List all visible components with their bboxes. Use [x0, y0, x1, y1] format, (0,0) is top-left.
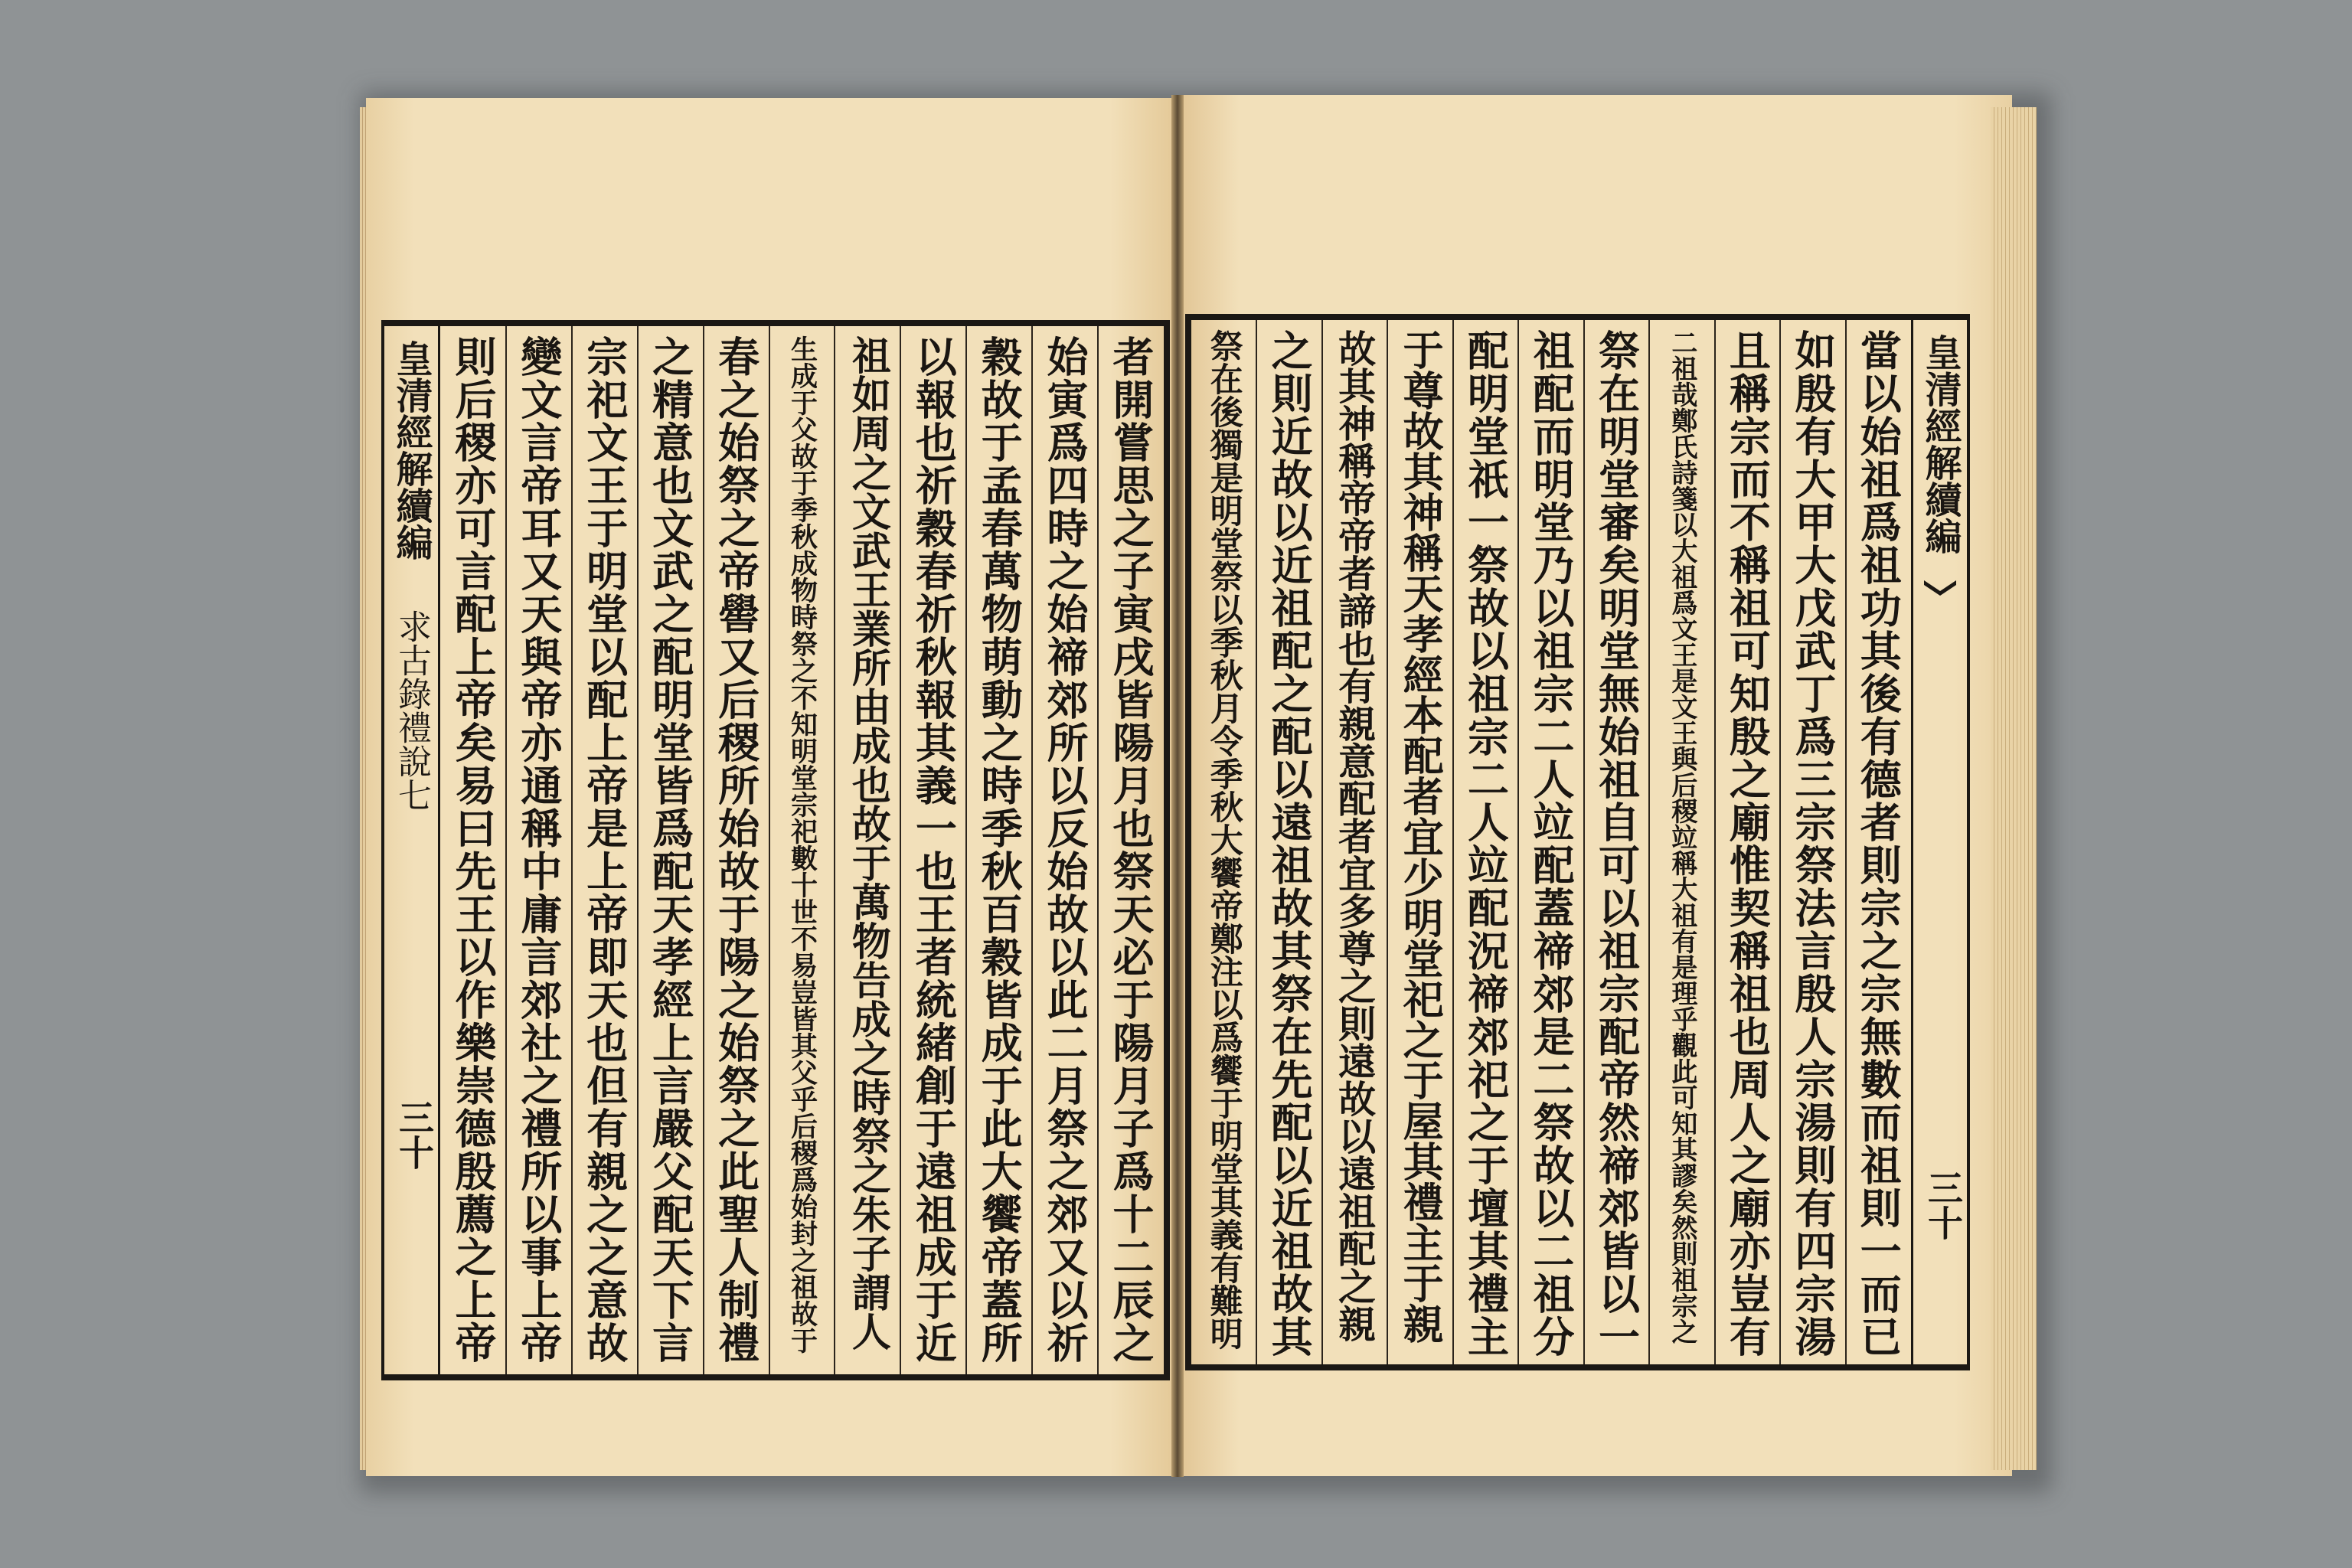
column-rule	[505, 326, 507, 1374]
right-page-text-column: 祭在後獨是明堂祭以季秋月令季秋大饗帝鄭注以爲饗于明堂其義有難明	[1204, 329, 1243, 1350]
right-text-frame	[1185, 314, 1970, 1370]
right-page-text-column: 祖配而明堂乃以祖宗二人竝配蓋禘郊是二祭故以二祖分	[1527, 329, 1576, 1358]
left-folio: 三十	[394, 1099, 435, 1170]
left-page-text-column: 春之始祭之帝嚳又后稷所始故于陽之始祭之此聖人制禮	[711, 335, 761, 1364]
left-page-text-column: 祖如周之文武王業所由成也故于萬物告成之時祭之朱子謂人	[844, 335, 891, 1351]
right-page-text-column: 且稱宗而不稱祖可知殷之廟惟契稱祖也周人之廟亦豈有	[1723, 329, 1772, 1358]
right-page-stack-edge	[1991, 107, 2037, 1470]
column-rule	[1452, 320, 1454, 1364]
left-page-text-column: 生成于父故于季秋成物時祭之不知明堂宗祀數十世不易豈皆其父乎后稷爲始封之祖故于	[786, 335, 818, 1354]
right-margin-title: 皇清經解續編	[1919, 334, 1962, 554]
left-margin-title: 皇清經解續編	[390, 340, 433, 560]
left-page-text-column: 之精意也文武之配明堂皆爲配天孝經上言嚴父配天下言	[645, 335, 695, 1364]
column-rule	[571, 326, 573, 1374]
column-rule	[1387, 320, 1388, 1364]
left-page-text-column: 者開嘗思之子寅戌皆陽月也祭天必于陽月子爲十二辰之	[1106, 335, 1156, 1364]
right-page-text-column: 如殷有大甲大戊武丁爲三宗祭法言殷人宗湯則有四宗湯	[1788, 329, 1838, 1358]
left-page-margin-column	[384, 326, 440, 1374]
column-rule	[1648, 320, 1650, 1364]
left-text-frame	[381, 320, 1170, 1380]
right-page-text-column: 之則近故以近祖配之配以遠祖故其祭在先配以近祖故其	[1265, 329, 1315, 1358]
left-page-text-column: 則后稷亦可言配上帝矣易曰先王以作樂崇德殷薦之上帝	[448, 335, 498, 1364]
column-rule	[965, 326, 967, 1374]
column-rule	[637, 326, 639, 1374]
column-rule	[1583, 320, 1585, 1364]
right-page-text-column: 當以始祖爲祖功其後有德者則宗之宗無數而祖則一而已	[1854, 329, 1903, 1358]
right-page-text-column: 二祖哉鄭氏詩箋以大祖爲文王是文王與后稷竝稱大祖有是理乎觀此可知其謬矣然則祖宗之	[1666, 329, 1697, 1344]
column-rule	[1321, 320, 1323, 1364]
book-gutter	[1171, 95, 1184, 1477]
column-rule	[1779, 320, 1781, 1364]
left-page-text-column: 穀故于孟春萬物萌動之時季秋百穀皆成于此大饗帝蓋所	[975, 335, 1024, 1364]
column-rule	[703, 326, 704, 1374]
left-margin-subtitle: 求古錄禮說七	[392, 609, 431, 812]
left-page-text-column: 始寅爲四時之始禘郊所以反始故以此二月祭之郊又以祈	[1040, 335, 1090, 1364]
column-rule	[1845, 320, 1847, 1364]
column-rule	[900, 326, 901, 1374]
right-folio: 三十	[1922, 1170, 1964, 1240]
column-rule	[834, 326, 835, 1374]
column-rule	[1714, 320, 1716, 1364]
left-page-text-column: 以報也祈穀春祈秋報其義一也王者統緒創于遠祖成于近	[909, 335, 959, 1364]
left-page-text-column: 宗祀文王于明堂以配上帝是上帝即天也但有親之之意故	[580, 335, 629, 1364]
fish-tail-mark-icon	[1924, 580, 1956, 596]
left-page-text-column: 變文言帝耳又天與帝亦通稱中庸言郊社之禮所以事上帝	[514, 335, 564, 1364]
right-page-text-column: 配明堂祇一祭故以祖宗二人竝配況禘郊祀之于壇其禮主	[1461, 329, 1511, 1358]
right-page-margin-column	[1911, 320, 1967, 1364]
column-rule	[1031, 326, 1033, 1374]
column-rule	[1517, 320, 1519, 1364]
column-rule	[1097, 326, 1099, 1374]
right-page-text-column: 于尊故其神稱天孝經本配者宜少明堂祀之于屋其禮主于親	[1396, 329, 1445, 1344]
right-page-text-column: 祭在明堂審矣明堂無始祖自可以祖宗配帝然禘郊皆以一	[1592, 329, 1642, 1358]
column-rule	[1256, 320, 1257, 1364]
column-rule	[769, 326, 770, 1374]
right-page-text-column: 故其神稱帝帝者諦也有親意配者宜多尊之則遠故以遠祖配之親	[1332, 329, 1377, 1342]
